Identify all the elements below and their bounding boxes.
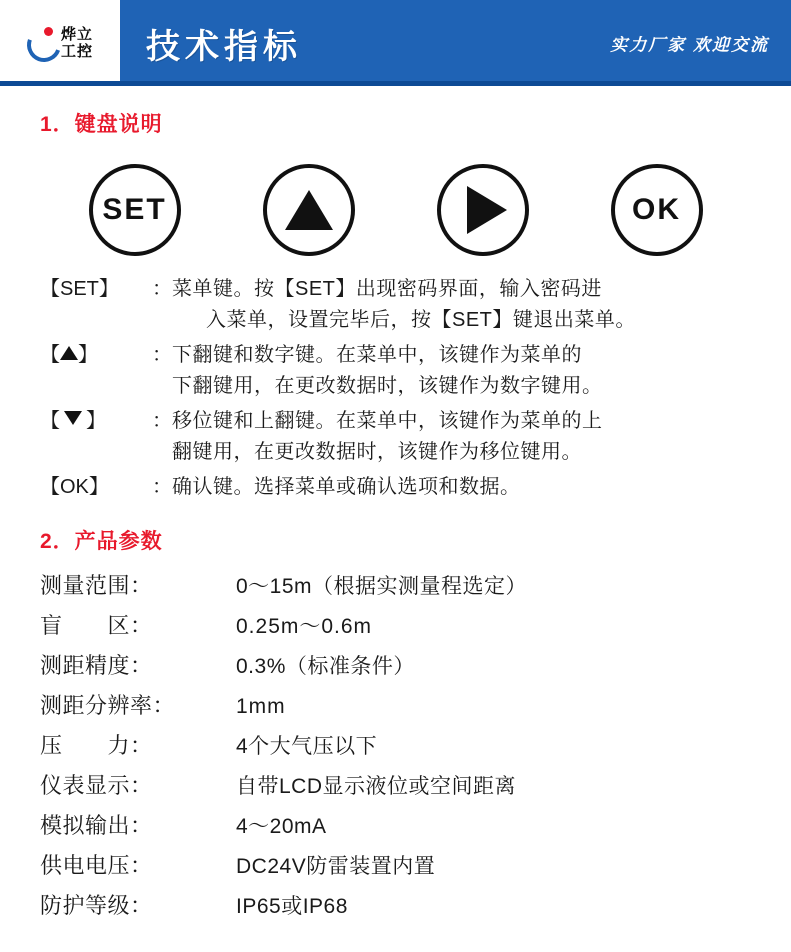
key-description-name: 【OK】 xyxy=(40,476,109,498)
key-description-body xyxy=(172,274,636,336)
key-description-body xyxy=(172,406,603,468)
parameter-label: 供电电压： xyxy=(40,853,153,878)
brand-swoosh-icon xyxy=(27,26,57,60)
ok-key-label: OK xyxy=(632,193,681,226)
triangle-up-icon xyxy=(285,190,333,230)
logo-text xyxy=(61,26,93,60)
parameter-value: 0.25m～0.6m xyxy=(236,615,373,638)
key-description-colon: ： xyxy=(152,476,172,498)
set-key-label: SET xyxy=(102,193,167,226)
key-description-line: 菜单键。按【SET】出现密码界面，输入密码进 xyxy=(172,278,602,300)
parameter-value: 4个大气压以下 xyxy=(236,735,378,758)
key-description-line: 下翻键和数字键。在菜单中，该键作为菜单的 xyxy=(172,344,582,366)
logo-text-line2: 工控 xyxy=(60,43,93,60)
parameter-label: 仪表显示： xyxy=(40,773,153,798)
section-title-params: 2．产品参数 xyxy=(40,530,163,553)
triangle-up-icon xyxy=(60,346,78,360)
parameter-row xyxy=(40,809,769,840)
right-key-button[interactable] xyxy=(437,164,529,256)
key-description-up xyxy=(40,340,769,402)
parameter-label: 测距分辨率： xyxy=(40,693,176,718)
key-description-colon: ： xyxy=(152,278,172,300)
parameter-list xyxy=(40,569,769,920)
key-description-name: 【 】 xyxy=(40,410,106,432)
parameter-value: 1mm xyxy=(236,695,286,718)
key-description-line: 翻键用，在更改数据时，该键作为移位键用。 xyxy=(172,441,582,463)
header-bottom-stripe xyxy=(0,81,791,86)
parameter-value: 4～20mA xyxy=(236,815,327,838)
key-description-down xyxy=(40,406,769,468)
logo xyxy=(27,26,93,60)
parameter-row xyxy=(40,889,769,920)
key-description-name: 【 】 xyxy=(40,344,98,366)
page-content xyxy=(0,108,791,920)
key-description-body xyxy=(172,340,603,402)
triangle-right-icon xyxy=(467,186,507,234)
parameter-value: 自带LCD显示液位或空间距离 xyxy=(236,775,517,798)
logo-block xyxy=(0,0,120,86)
parameter-row xyxy=(40,609,769,640)
logo-text-line1: 烨立 xyxy=(60,26,93,43)
key-description-line: 移位键和上翻键。在菜单中，该键作为菜单的上 xyxy=(172,410,603,432)
parameter-label: 盲 区： xyxy=(40,613,153,638)
parameter-value: IP65或IP68 xyxy=(236,895,348,918)
parameter-value: 0.3%（标准条件） xyxy=(236,655,415,678)
key-description-colon: ： xyxy=(152,344,172,366)
parameter-row xyxy=(40,649,769,680)
key-button-row xyxy=(22,164,769,256)
key-description-name: 【SET】 xyxy=(40,278,119,300)
parameter-row xyxy=(40,729,769,760)
set-key-button[interactable] xyxy=(89,164,181,256)
key-description-body xyxy=(172,472,521,503)
parameter-label: 模拟输出： xyxy=(40,813,153,838)
parameter-row xyxy=(40,569,769,600)
triangle-down-icon xyxy=(64,411,82,425)
key-description-ok xyxy=(40,472,769,503)
key-description-list xyxy=(40,274,769,503)
parameter-row xyxy=(40,769,769,800)
key-description-line: 入菜单，设置完毕后，按【SET】键退出菜单。 xyxy=(206,309,636,331)
parameter-label: 压 力： xyxy=(40,733,153,758)
key-description-line: 确认键。选择菜单或确认选项和数据。 xyxy=(172,476,521,498)
key-description-colon: ： xyxy=(152,410,172,432)
up-key-button[interactable] xyxy=(263,164,355,256)
ok-key-button[interactable] xyxy=(611,164,703,256)
parameter-label: 测量范围： xyxy=(40,573,153,598)
page-title: 技术指标 xyxy=(146,27,302,66)
key-description-set xyxy=(40,274,769,336)
section-title-keyboard: 1．键盘说明 xyxy=(40,113,163,136)
parameter-row xyxy=(40,849,769,880)
parameter-value: 0～15m（根据实测量程选定） xyxy=(236,575,528,598)
key-description-line: 下翻键用，在更改数据时，该键作为数字键用。 xyxy=(172,375,603,397)
parameter-value: DC24V防雷装置内置 xyxy=(236,855,436,878)
parameter-row xyxy=(40,689,769,720)
page-header xyxy=(0,0,791,86)
parameter-label: 防护等级： xyxy=(40,893,153,918)
header-slogan: 实力厂家 欢迎交流 xyxy=(610,35,769,55)
parameter-label: 测距精度： xyxy=(40,653,153,678)
